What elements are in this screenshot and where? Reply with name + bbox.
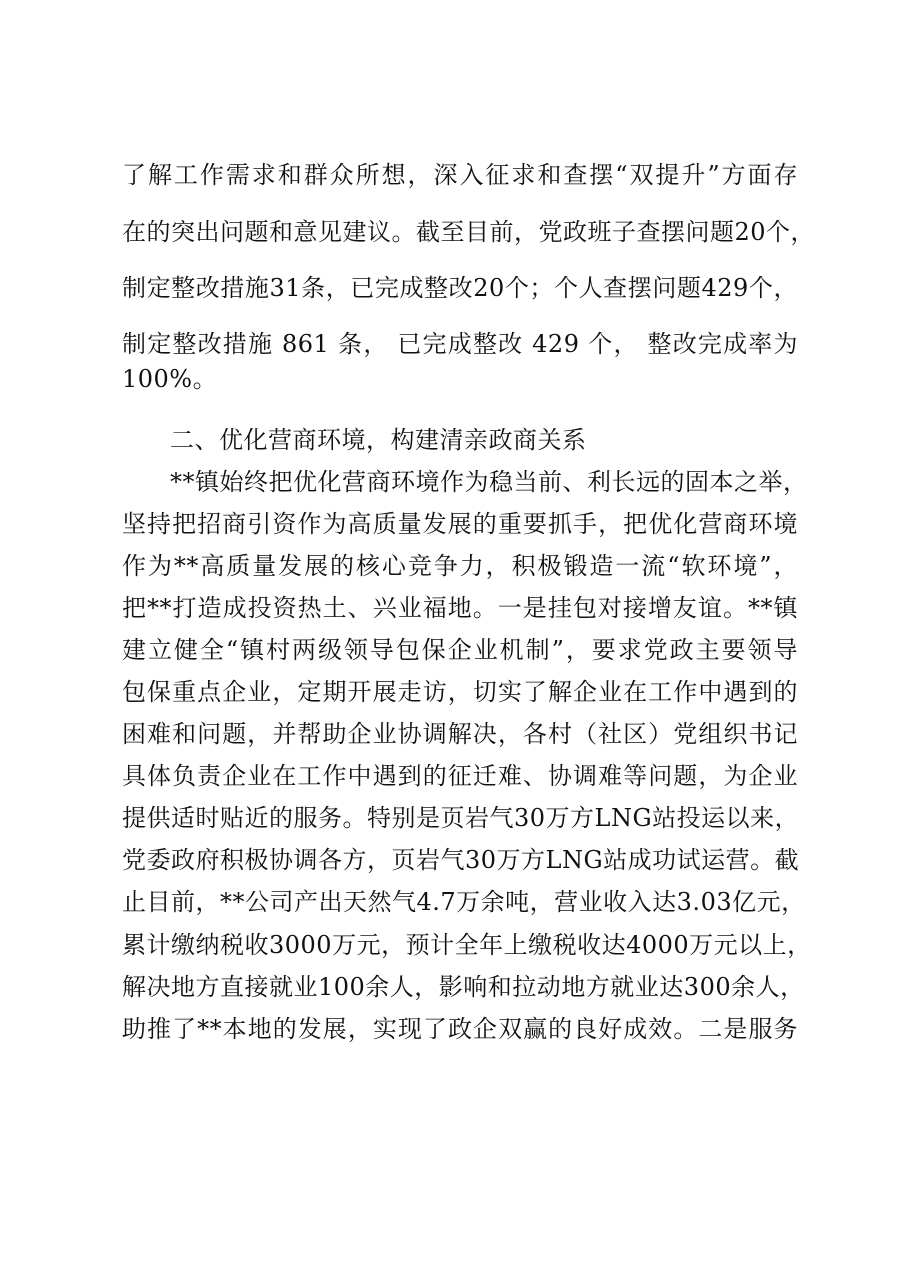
body-line-10: 把**打造成投资热土、兴业福地。一是挂包对接增友谊。**镇 <box>122 594 798 622</box>
body-line-19: 解决地方直接就业100余人，影响和拉动地方就业达300余人， <box>122 973 805 1001</box>
body-line-16: 党委政府积极协调各方，页岩气30万方LNG站成功试运营。截 <box>122 846 800 874</box>
body-line-2: 在的突出问题和意见建议。截至目前，党政班子查摆问题20个， <box>122 218 816 246</box>
body-line-11: 建立健全“镇村两级领导包保企业机制”，要求党政主要领导 <box>122 636 798 664</box>
body-line-17: 止目前，**公司产出天然气4.7万余吨，营业收入达3.03亿元， <box>122 888 806 916</box>
body-line-4: 制定整改措施 861 条， 已完成整改 429 个， 整改完成率为 <box>122 330 798 358</box>
body-line-20: 助推了**本地的发展，实现了政企双赢的良好成效。二是服务 <box>122 1015 798 1043</box>
body-line-9: 作为**高质量发展的核心竞争力，积极锻造一流“软环境”， <box>122 552 798 580</box>
body-line-15: 提供适时贴近的服务。特别是页岩气30万方LNG站投运以来， <box>122 804 800 832</box>
paragraph-first-line: **镇始终把优化营商环境作为稳当前、利长远的固本之举， <box>170 468 808 496</box>
body-line-12: 包保重点企业，定期开展走访，切实了解企业在工作中遇到的 <box>122 678 798 706</box>
body-line-14: 具体负责企业在工作中遇到的征迁难、协调难等问题，为企业 <box>122 762 798 790</box>
section-heading: 二、优化营商环境，构建清亲政商关系 <box>170 426 587 454</box>
body-line-8: 坚持把招商引资作为高质量发展的重要抓手，把优化营商环境 <box>122 510 798 538</box>
body-line-1: 了解工作需求和群众所想，深入征求和查摆“双提升”方面存 <box>122 161 798 189</box>
body-line-5: 100%。 <box>122 365 218 393</box>
body-line-13: 困难和问题，并帮助企业协调解决，各村（社区）党组织书记 <box>122 720 798 748</box>
body-line-18: 累计缴纳税收3000万元，预计全年上缴税收达4000万元以上， <box>122 931 812 959</box>
body-line-3: 制定整改措施31条，已完成整改20个；个人查摆问题429个， <box>122 274 798 302</box>
